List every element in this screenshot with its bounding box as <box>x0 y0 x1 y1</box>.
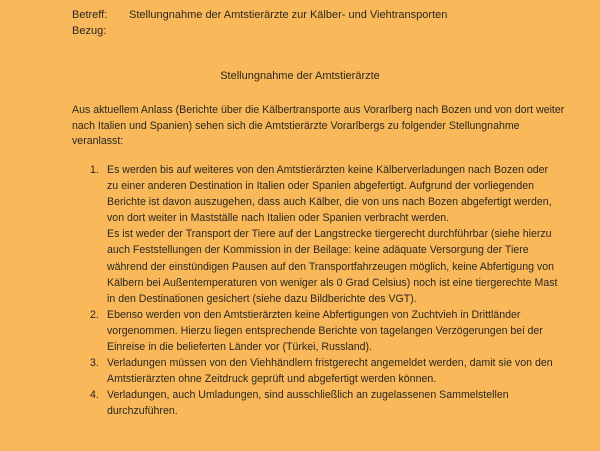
list-item-text: Es ist weder der Transport der Tiere auf der Langstrecke tiergerecht durchführbar (siehe hierzu auch Feststellungen der Kommission in der Beilage: keine adäquate Versorgung der Tiere während der einstündigen Pausen auf den Transportfahrzeugen möglich, keine Abfertigung von Kälbern bei Außentemperaturen von weniger als 0 Grad Celsius) noch ist eine tiergerechte Mast in den Destinationen gesichert (siehe dazu Bildberichte des VGT). <box>107 228 558 305</box>
list-item <box>72 162 560 307</box>
list-item-number: 4. <box>90 389 99 402</box>
list-item-number: 2. <box>90 308 99 321</box>
list-item <box>72 355 560 387</box>
subject-value: Stellungnahme der Amtstierärzte zur Kälber- und Viehtransporten <box>129 9 448 21</box>
list-item <box>72 307 560 355</box>
list-item-number: 1. <box>90 164 99 176</box>
subject-label: Betreff: <box>72 9 108 21</box>
statement-list <box>72 162 560 420</box>
list-item-text: Verladungen müssen von den Viehhändlern fristgerecht angemeldet werden, damit sie von den Amtstierärzten ohne Zeitdruck geprüft und abgefertigt werden können. <box>107 357 553 386</box>
intro-paragraph: Aus aktuellem Anlass (Berichte über die Kälbertransporte aus Vorarlberg nach Bozen und von dort weiter nach Italien und Spanien) sehen sich die Amtstierärzte Vorarlbergs zu folgender Stellungnahme veranlasst: <box>72 104 565 148</box>
list-item-text: Es werden bis auf weiteres von den Amtstierärzten keine Kälberverladungen nach Bozen oder zu einer anderen Destination in Italien oder Spanien abgefertigt. Aufgrund der vorliegenden Berichte ist davon auszugehen, dass auch Kälber, die von uns nach Bozen abgefertigt werden, von dort weiter in Mastställe nach Italien oder Spanien verbracht werden. <box>107 164 552 225</box>
reference-line <box>72 24 129 38</box>
list-item-number: 3. <box>90 357 99 370</box>
reference-label: Bezug: <box>72 25 107 37</box>
list-item-text: Verladungen, auch Umladungen, sind ausschließlich an zugelassenen Sammelstellen durchzuführen. <box>107 389 509 418</box>
subject-line <box>72 8 447 22</box>
list-item-text: Ebenso werden von den Amtstierärzten keine Abfertigungen von Zuchtvieh in Drittländer vorgenommen. Hierzu liegen entsprechende Berichte von tagelangen Verzögerungen bei der Einreise in die belieferten Länder vor (Türkei, Russland). <box>107 308 543 354</box>
list-item <box>72 387 560 419</box>
document-title: Stellungnahme der Amtstierärzte <box>220 70 380 82</box>
